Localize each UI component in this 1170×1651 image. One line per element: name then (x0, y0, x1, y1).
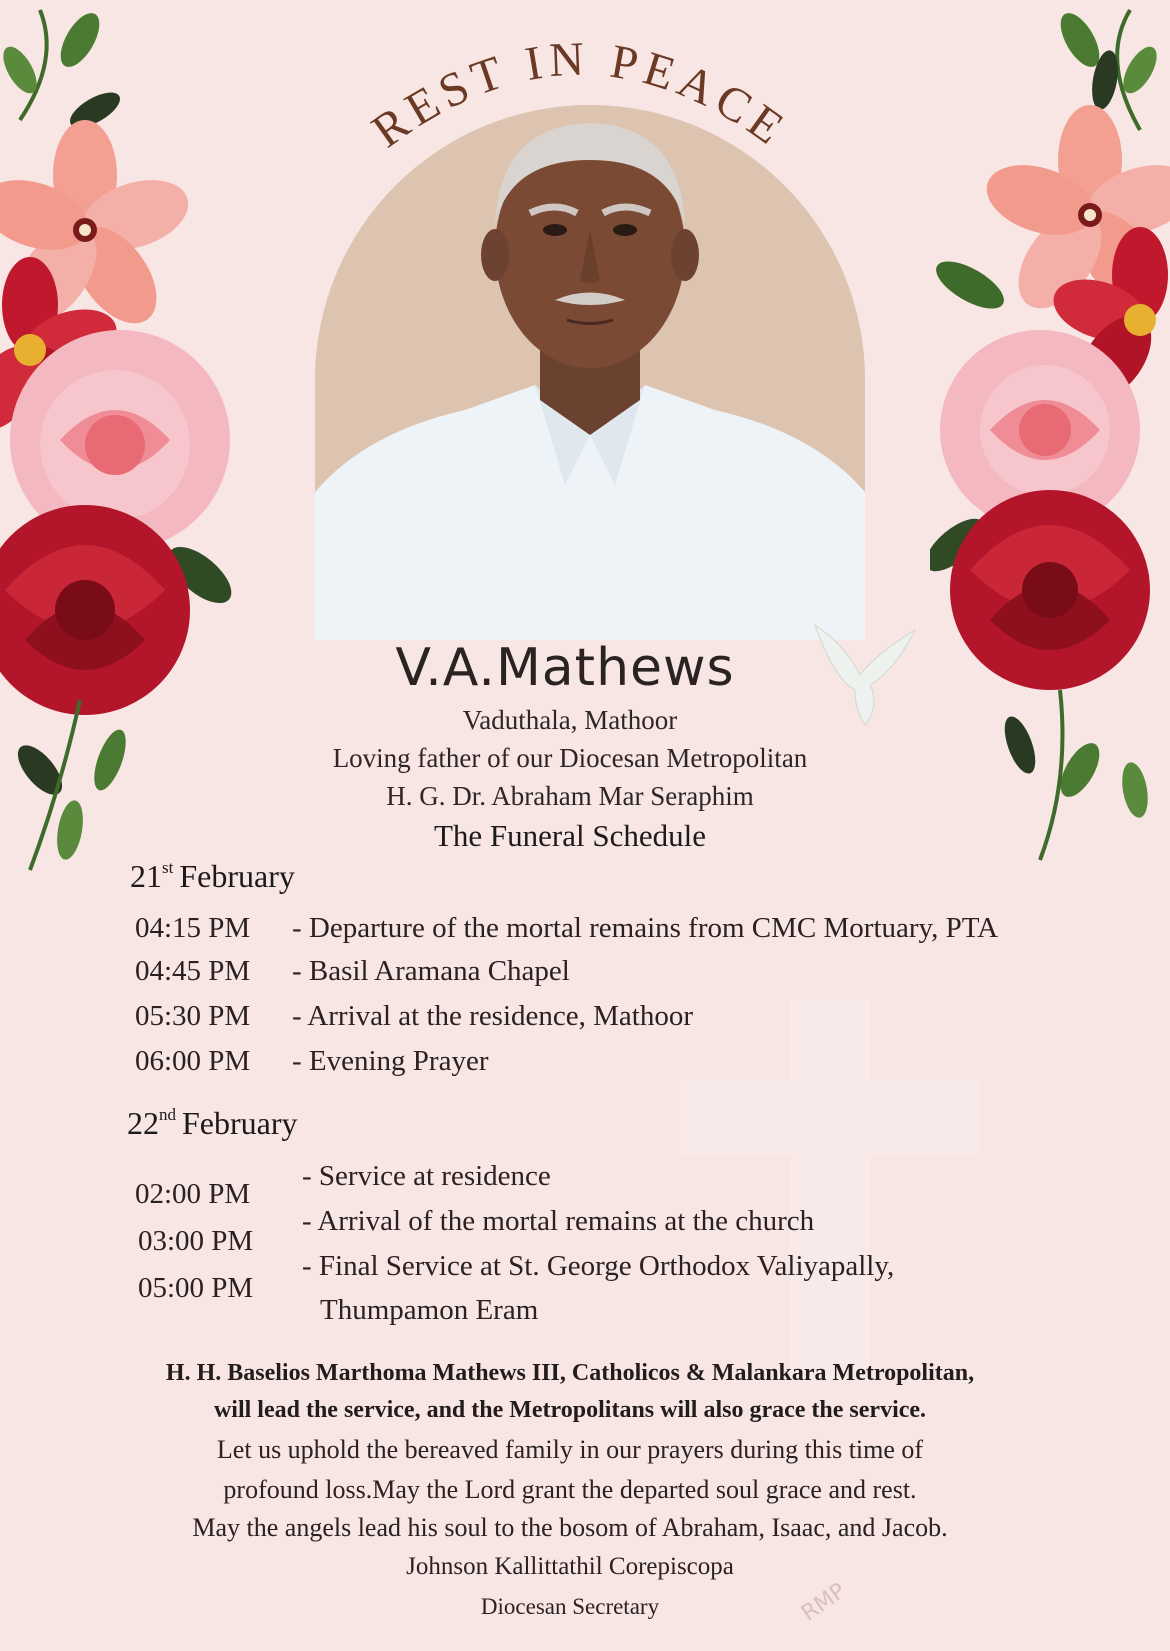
signatory-name: Johnson Kallittathil Corepiscopa (406, 1553, 734, 1580)
event-text: - Basil Aramana Chapel (292, 955, 570, 987)
list-item (135, 1000, 694, 1033)
closing-line: will lead the service, and the Metropolitans will also grace the service. (213, 1397, 927, 1423)
day-month: February (182, 1105, 298, 1141)
event-time: 05:30 PM (135, 1000, 251, 1032)
closing-line: H. H. Baselios Marthoma Mathews III, Catholicos & Malankara Metropolitan, (165, 1360, 975, 1386)
son-name: H. G. Dr. Abraham Mar Seraphim (386, 781, 754, 811)
day-suffix: st (162, 858, 174, 877)
closing-line: May the angels lead his soul to the bosom of Abraham, Isaac, and Jacob. (192, 1513, 948, 1542)
event-time: 04:45 PM (135, 955, 251, 987)
list-item (135, 912, 999, 945)
day-number: 22 (127, 1105, 159, 1141)
day-month: February (179, 858, 295, 894)
list-item (135, 955, 570, 988)
deceased-name: V.A.Mathews (395, 638, 735, 698)
signatory-title: Diocesan Secretary (480, 1594, 660, 1619)
cross-watermark-icon (680, 1000, 980, 1385)
closing-line: profound loss.May the Lord grant the departed soul grace and rest. (223, 1475, 917, 1504)
relation-line: Loving father of our Diocesan Metropolitan (332, 743, 808, 773)
event-time: 03:00 PM (138, 1225, 254, 1257)
portrait-photo (315, 105, 865, 640)
schedule-title: The Funeral Schedule (433, 818, 707, 853)
day-heading-21 (130, 858, 295, 895)
event-text: - Evening Prayer (292, 1045, 489, 1077)
day-suffix: nd (159, 1105, 176, 1124)
event-text: - Service at residence (302, 1160, 551, 1192)
day-heading-22 (127, 1105, 298, 1142)
event-time: 05:00 PM (138, 1272, 254, 1304)
event-text: - Arrival at the residence, Mathoor (292, 1000, 694, 1032)
list-item (135, 1045, 489, 1078)
event-text: Thumpamon Eram (320, 1294, 539, 1326)
event-time: 06:00 PM (135, 1045, 251, 1077)
watermark-text: RMP (797, 1578, 851, 1627)
event-text: - Final Service at St. George Orthodox Valiyapally, (302, 1250, 895, 1282)
closing-line: Let us uphold the bereaved family in our prayers during this time of (216, 1435, 924, 1464)
day-number: 21 (130, 858, 162, 894)
arc-title-text: REST IN PEACE (362, 32, 798, 159)
deceased-place: Vaduthala, Mathoor (462, 705, 678, 735)
event-text: - Departure of the mortal remains from CMC Mortuary, PTA (292, 912, 999, 944)
event-time: 02:00 PM (135, 1178, 251, 1210)
event-time: 04:15 PM (135, 912, 251, 944)
event-text: - Arrival of the mortal remains at the church (302, 1205, 815, 1237)
